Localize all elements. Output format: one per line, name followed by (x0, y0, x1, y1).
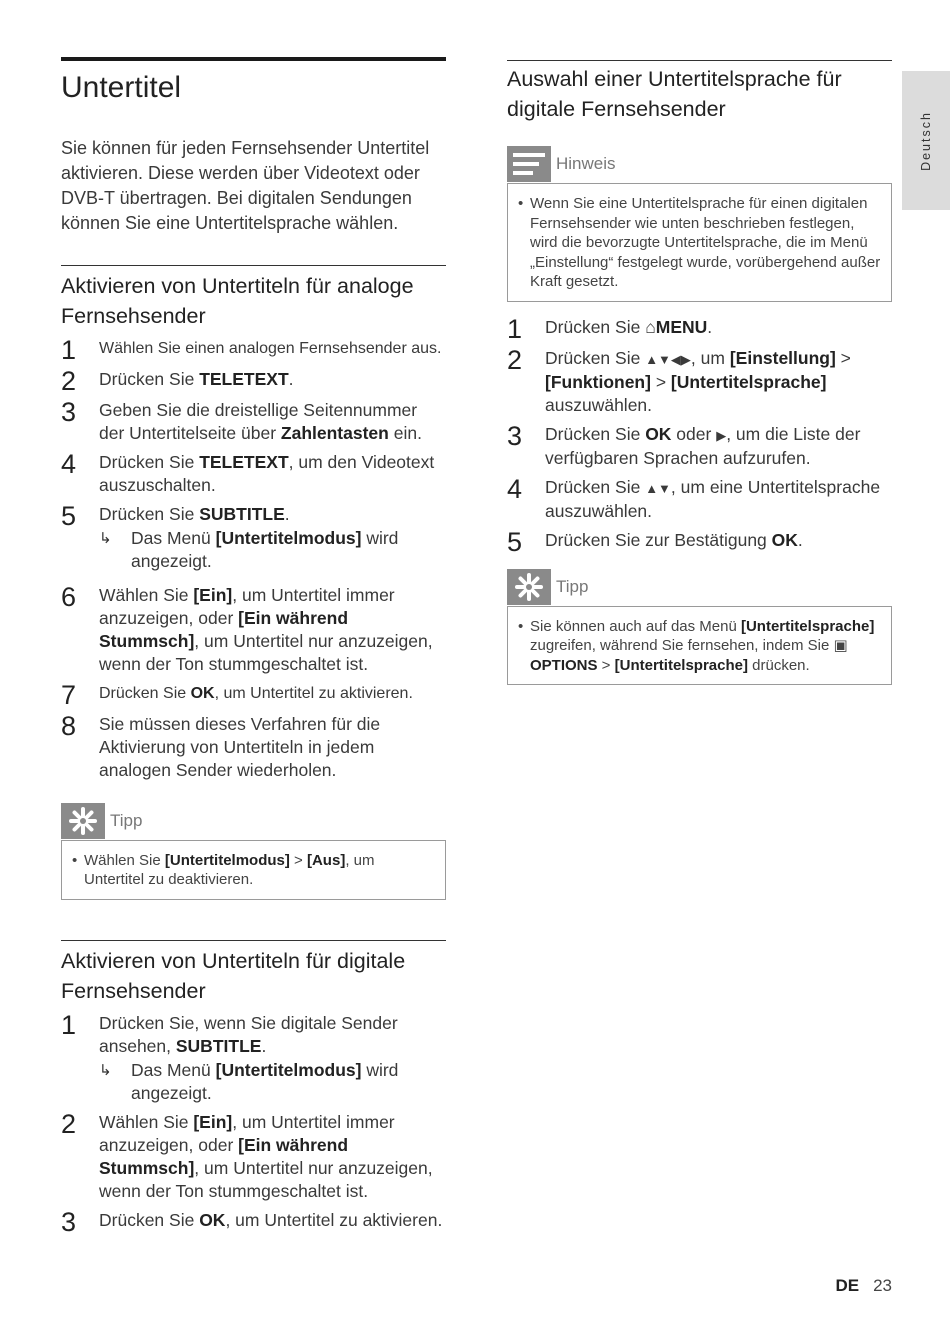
note-item: • Wenn Sie eine Untertitelsprache für einen digitalen Fernsehsender wie unten beschrieben festlegen, wird die bevorzugte Untertitelsprache, die im Menü „Einstellung“ festgelegt wurde, vorübergehend außer Kraft gesetzt. (518, 195, 881, 290)
step-item (61, 448, 446, 497)
tip-header (61, 802, 446, 840)
step-text: Drücken Sie ▲▼, um eine Untertitelsprache auszuwählen. (545, 476, 881, 521)
step-item (507, 344, 892, 417)
step-item (507, 526, 892, 557)
key-label: SUBTITLE (199, 503, 285, 524)
options-icon: ▣ (833, 637, 848, 654)
page-footer (835, 1276, 892, 1296)
section-rule (61, 940, 446, 941)
page-number: 23 (873, 1276, 892, 1295)
tip-box (61, 840, 446, 900)
step-text: Wählen Sie [Ein], um Untertitel immer anzuzeigen, oder [Ein während Stummsch], um Untertitel nur anzuzeigen, wenn der Ton stummgeschaltet ist. (99, 584, 433, 674)
step-item (61, 581, 446, 676)
language-tip (507, 568, 892, 686)
analog-steps (61, 334, 446, 782)
step-text: Drücken Sie OK oder ▶, um die Liste der verfügbaren Sprachen aufzurufen. (545, 423, 861, 468)
step-item (61, 1009, 446, 1105)
step-text: Drücken Sie TELETEXT, um den Videotext auszuschalten. (99, 451, 435, 495)
right-column (507, 60, 892, 685)
up-down-arrows-icon: ▲▼ (645, 480, 671, 496)
language-heading: Auswahl einer Untertitelsprache für digitale Fernsehsender (507, 67, 842, 121)
step-text: Drücken Sie ⌂MENU. (545, 316, 713, 337)
tip-header (507, 568, 892, 606)
step-number: 3 (61, 1206, 77, 1237)
result-arrow-icon: ↳ (99, 529, 112, 547)
title-rule (61, 57, 446, 61)
key-label: TELETEXT (199, 368, 289, 389)
key-label: Zahlentasten (280, 422, 389, 443)
tip-item: • Wählen Sie [Untertitelmodus] > [Aus], um Untertitel zu deaktivieren. (72, 851, 375, 888)
step-number: 1 (61, 334, 77, 365)
result-arrow-icon: ↳ (99, 1061, 112, 1079)
step-number: 1 (507, 313, 523, 344)
language-side-tab (902, 71, 950, 210)
step-number: 6 (61, 581, 77, 612)
step-item (61, 1206, 446, 1237)
language-steps (507, 313, 892, 557)
note-box (507, 183, 892, 302)
step-number: 7 (61, 679, 77, 710)
step-result: ↳ Das Menü [Untertitelmodus] wird angezeigt. (99, 527, 399, 571)
analog-section (61, 265, 446, 900)
step-text: Wählen Sie einen analogen Fernsehsender aus. (99, 339, 442, 357)
asterisk-icon (61, 803, 105, 839)
left-column (61, 57, 446, 1240)
step-number: 2 (61, 365, 77, 396)
asterisk-icon (507, 569, 551, 605)
tip-label: Tipp (110, 810, 143, 830)
key-label: TELETEXT (199, 451, 289, 472)
note-block (507, 145, 892, 302)
step-number: 2 (61, 1108, 77, 1139)
step-text: Drücken Sie SUBTITLE. ↳ Das Menü [Untertitelmodus] wird angezeigt. (99, 503, 446, 573)
note-header (507, 145, 892, 183)
step-item (61, 679, 446, 710)
navigation-arrows-icon: ▲▼◀▶ (645, 351, 691, 367)
step-text: Drücken Sie ▲▼◀▶, um [Einstellung] > [Funktionen] > [Untertitelsprache] auszuwählen. (545, 347, 851, 415)
step-text: Drücken Sie TELETEXT. (99, 368, 294, 389)
home-icon: ⌂ (645, 316, 656, 337)
analog-tip (61, 802, 446, 900)
step-item (61, 334, 446, 365)
digital-heading: Aktivieren von Untertiteln für digitale Fernsehsender (61, 948, 406, 1003)
step-number: 3 (507, 420, 523, 451)
step-text: Drücken Sie OK, um Untertitel zu aktivieren. (99, 684, 413, 702)
step-text: Geben Sie die dreistellige Seitennummer der Untertitelseite über Zahlentasten ein. (99, 399, 422, 443)
step-number: 8 (61, 710, 77, 741)
note-label: Hinweis (556, 154, 616, 173)
step-item (507, 313, 892, 344)
footer-language: DE (835, 1276, 860, 1295)
step-number: 5 (61, 500, 77, 531)
tip-box (507, 606, 892, 686)
right-arrow-icon: ▶ (716, 427, 727, 443)
intro-paragraph: Sie können für jeden Fernsehsender Untertitel aktivieren. Diese werden über Videotext oder DVB-T übertragen. Bei digitalen Sendungen können Sie eine Untertitelsprache wählen. (61, 137, 430, 233)
step-text: Sie müssen dieses Verfahren für die Aktivierung von Untertiteln in jedem analogen Sender wiederholen. (99, 713, 381, 780)
step-item (61, 500, 446, 573)
step-item (507, 473, 892, 523)
step-number: 4 (61, 448, 77, 479)
step-item (61, 1108, 446, 1203)
section-rule (61, 265, 446, 266)
section-rule (507, 60, 892, 61)
step-number: 5 (507, 526, 523, 557)
step-result: ↳ Das Menü [Untertitelmodus] wird angezeigt. (99, 1059, 399, 1103)
step-item (61, 396, 446, 445)
step-number: 3 (61, 396, 77, 427)
step-text: Drücken Sie OK, um Untertitel zu aktivieren. (99, 1209, 443, 1230)
step-number: 4 (507, 473, 523, 504)
step-number: 2 (507, 344, 523, 375)
step-text: Wählen Sie [Ein], um Untertitel immer anzuzeigen, oder [Ein während Stummsch], um Untertitel nur anzuzeigen, wenn der Ton stummgeschaltet ist. (99, 1111, 433, 1201)
side-tab-label: Deutsch (919, 110, 934, 171)
step-text: Drücken Sie zur Bestätigung OK. (545, 529, 803, 550)
digital-section (61, 940, 446, 1237)
page-title: Untertitel (61, 71, 182, 104)
digital-steps (61, 1009, 446, 1237)
tip-item: • Sie können auch auf das Menü [Untertitelsprache] zugreifen, während Sie fernsehen, indem Sie ▣ OPTIONS > [Untertitelsprache] drücken. (518, 617, 875, 674)
step-item (507, 420, 892, 470)
analog-heading: Aktivieren von Untertiteln für analoge Fernsehsender (61, 273, 414, 328)
step-item (61, 710, 446, 782)
note-icon (507, 146, 551, 182)
step-number: 1 (61, 1009, 77, 1040)
step-item (61, 365, 446, 396)
step-text: Drücken Sie, wenn Sie digitale Sender ansehen, SUBTITLE. ↳ Das Menü [Untertitelmodus] wird angezeigt. (99, 1012, 446, 1105)
tip-label: Tipp (556, 576, 589, 596)
